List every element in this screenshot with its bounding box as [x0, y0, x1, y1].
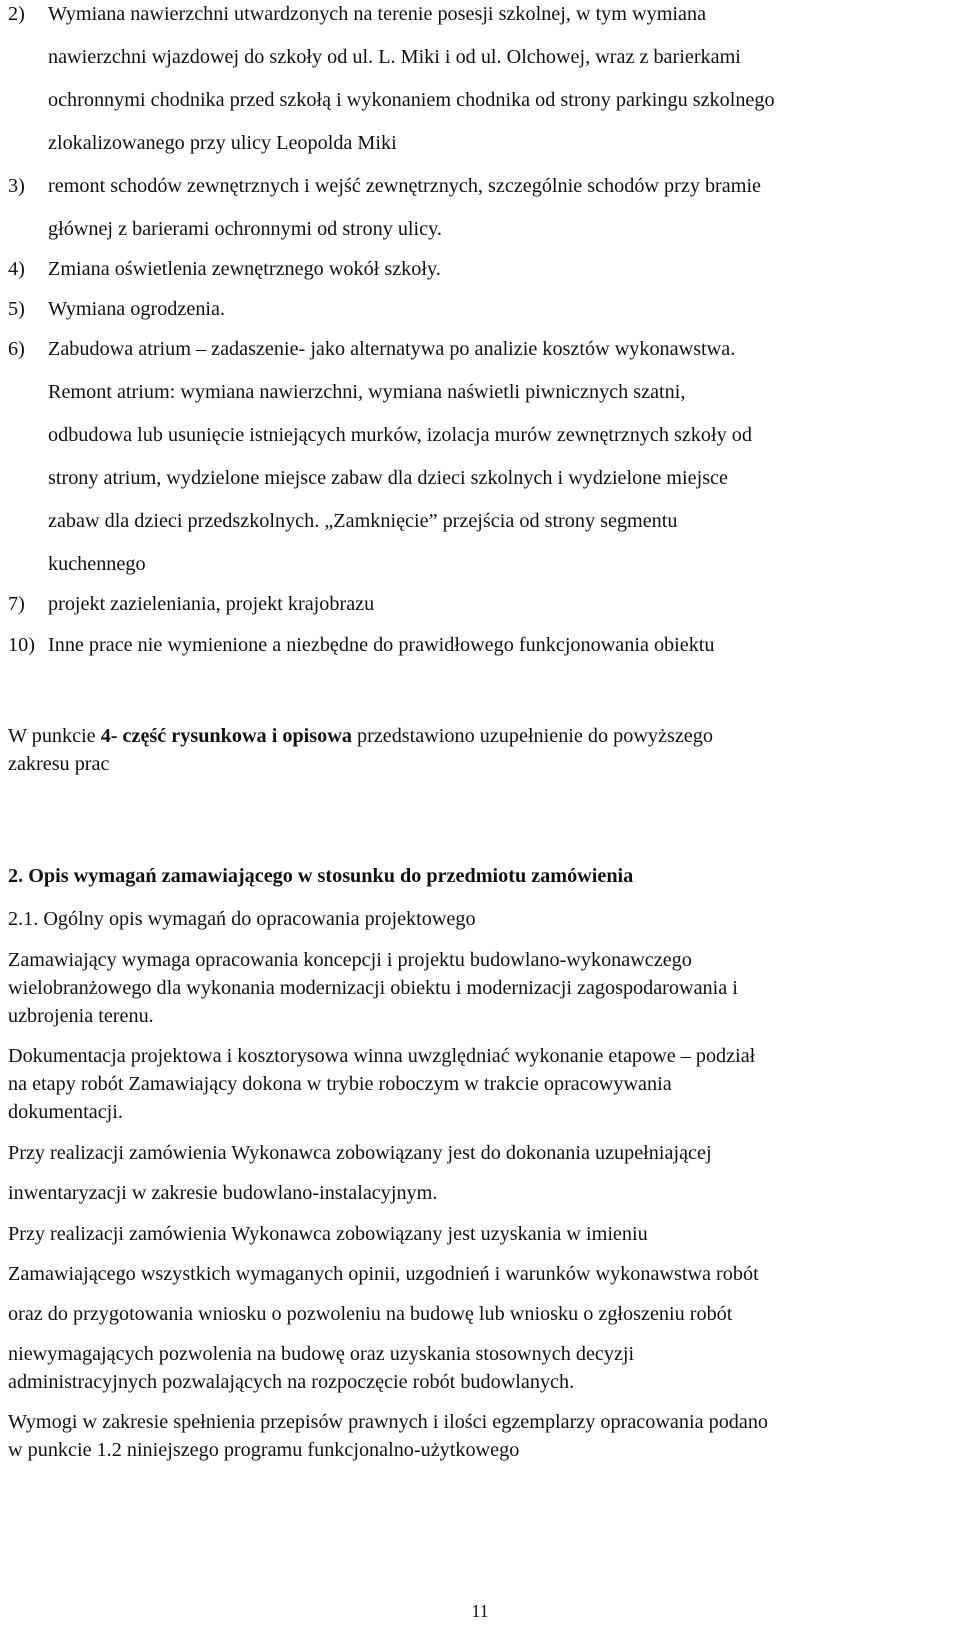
reference-note-lead: W punkcie — [8, 725, 96, 747]
paragraph-line: Przy realizacji zamówienia Wykonawca zobowiązany jest do dokonania uzupełniającej — [8, 1142, 712, 1164]
list-item-line: Wymiana ogrodzenia. — [48, 298, 226, 320]
reference-note — [8, 724, 713, 748]
list-number: 4) — [8, 258, 25, 280]
section-heading: 2. Opis wymagań zamawiającego w stosunku do przedmiotu zamówienia — [8, 865, 634, 887]
paragraph-line: Przy realizacji zamówienia Wykonawca zobowiązany jest uzyskania w imieniu — [8, 1223, 648, 1245]
paragraph-line: na etapy robót Zamawiający dokona w trybie roboczym w trakcie opracowywania — [8, 1073, 672, 1095]
list-item-line: strony atrium, wydzielone miejsce zabaw dla dzieci szkolnych i wydzielone miejsce — [48, 467, 728, 489]
list-item-line: nawierzchni wjazdowej do szkoły od ul. L. Miki i od ul. Olchowej, wraz z barierkami — [48, 46, 741, 68]
list-item-line: Wymiana nawierzchni utwardzonych na terenie posesji szkolnej, w tym wymiana — [48, 3, 707, 25]
paragraph-line: Dokumentacja projektowa i kosztorysowa winna uwzględniać wykonanie etapowe – podział — [8, 1045, 756, 1067]
list-number: 7) — [8, 593, 25, 615]
list-number: 5) — [8, 298, 25, 320]
list-number: 6) — [8, 338, 25, 360]
paragraph-line: oraz do przygotowania wniosku o pozwoleniu na budowę lub wniosku o zgłoszeniu robót — [8, 1303, 733, 1325]
reference-note-bold: 4- część rysunkowa i opisowa — [100, 725, 352, 747]
list-item-line: remont schodów zewnętrznych i wejść zewnętrznych, szczególnie schodów przy bramie — [48, 175, 762, 197]
page-number: 11 — [471, 1601, 489, 1621]
paragraph-line: inwentaryzacji w zakresie budowlano-instalacyjnym. — [8, 1182, 438, 1204]
list-number: 2) — [8, 3, 25, 25]
list-item-line: Zabudowa atrium – zadaszenie- jako alternatywa po analizie kosztów wykonawstwa. — [48, 338, 736, 360]
list-item-line: głównej z barierami ochronnymi od strony ulicy. — [48, 218, 442, 240]
list-number: 3) — [8, 175, 25, 197]
list-item-line: zlokalizowanego przy ulicy Leopolda Miki — [48, 132, 397, 154]
list-item-line: Remont atrium: wymiana nawierzchni, wymiana naświetli piwnicznych szatni, — [48, 381, 686, 403]
paragraph-line: niewymagających pozwolenia na budowę oraz uzyskania stosownych decyzji — [8, 1343, 635, 1365]
paragraph-line: Zamawiającego wszystkich wymaganych opinii, uzgodnień i warunków wykonawstwa robót — [8, 1263, 759, 1285]
list-number: 10) — [8, 634, 35, 656]
paragraph-line: w punkcie 1.2 niniejszego programu funkcjonalno-użytkowego — [8, 1439, 520, 1461]
list-item-line: ochronnymi chodnika przed szkołą i wykonaniem chodnika od strony parkingu szkolnego — [48, 89, 775, 111]
paragraph-line: uzbrojenia terenu. — [8, 1005, 154, 1027]
paragraph-line: wielobranżowego dla wykonania modernizacji obiektu i modernizacji zagospodarowania i — [8, 977, 738, 999]
paragraph-line: administracyjnych pozwalających na rozpoczęcie robót budowlanych. — [8, 1371, 575, 1393]
list-item-line: projekt zazieleniania, projekt krajobrazu — [48, 593, 375, 615]
reference-note-rest: przedstawiono uzupełnienie do powyższego — [356, 725, 713, 747]
paragraph-line: Zamawiający wymaga opracowania koncepcji i projektu budowlano-wykonawczego — [8, 949, 692, 971]
list-item-line: odbudowa lub usunięcie istniejących murków, izolacja murów zewnętrznych szkoły od — [48, 424, 752, 446]
paragraph-line: Wymogi w zakresie spełnienia przepisów prawnych i ilości egzemplarzy opracowania podano — [8, 1411, 769, 1433]
list-item-line: zabaw dla dzieci przedszkolnych. „Zamknięcie” przejścia od strony segmentu — [48, 510, 678, 532]
paragraph-line: dokumentacji. — [8, 1101, 123, 1123]
reference-note-line2: zakresu prac — [8, 753, 110, 775]
list-item-line: Zmiana oświetlenia zewnętrznego wokół szkoły. — [48, 258, 441, 280]
section-subheading: 2.1. Ogólny opis wymagań do opracowania projektowego — [8, 908, 476, 930]
list-item-line: kuchennego — [48, 553, 146, 575]
list-item-line: Inne prace nie wymienione a niezbędne do prawidłowego funkcjonowania obiektu — [48, 634, 715, 656]
